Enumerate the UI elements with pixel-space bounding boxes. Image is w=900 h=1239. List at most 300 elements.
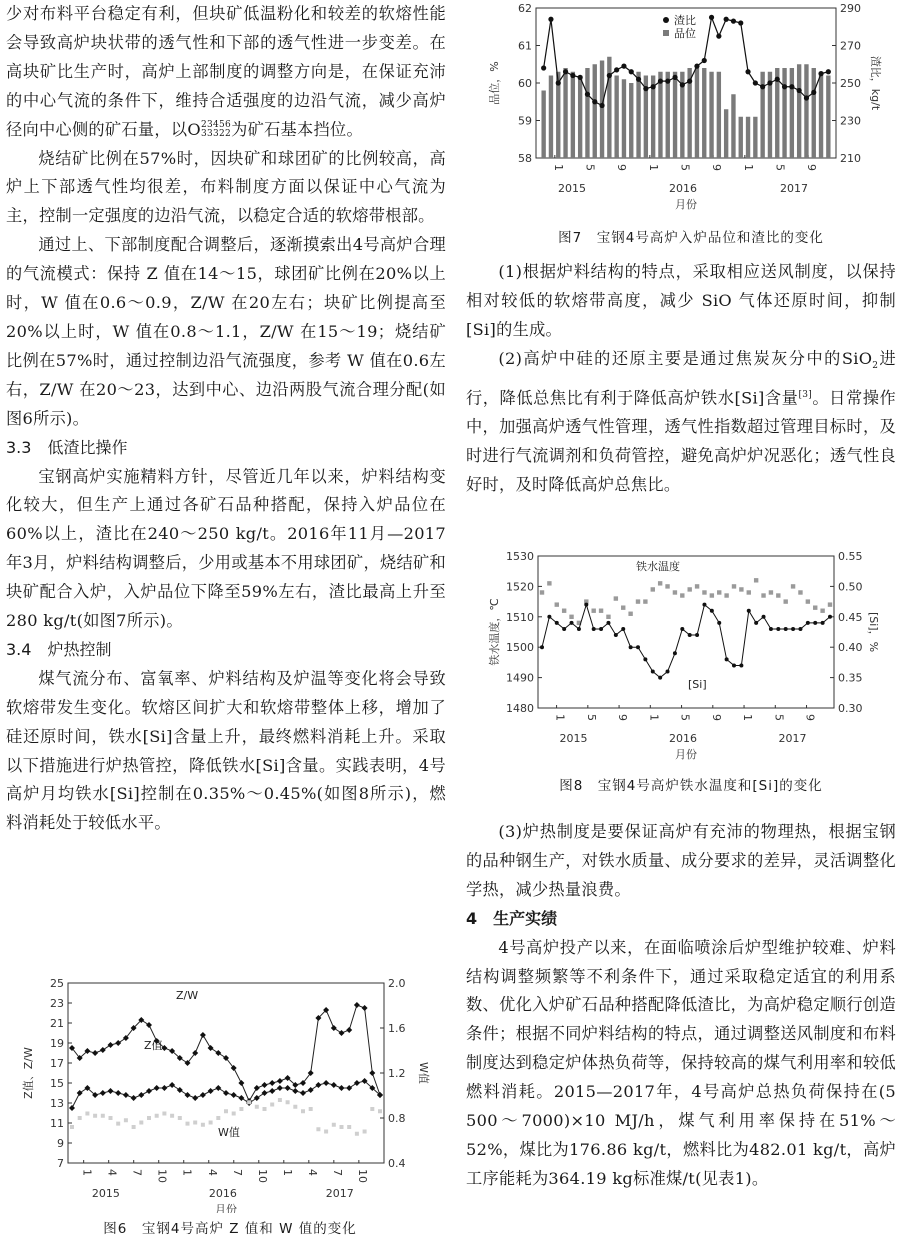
y2-tick-label: 290 (840, 2, 861, 15)
series-point-W值 (147, 1116, 151, 1120)
paragraph-8: (3)炉热制度是要保证高炉有充沛的物理热，根据宝钢的品种钢生产，对铁水质量、成分要求的差异，灵活调整化学热，减少热量浪费。 (466, 822, 896, 899)
series-point-W值 (309, 1107, 313, 1111)
series-point-Z值 (339, 1085, 345, 1091)
series-point-渣比 (818, 71, 823, 76)
series-point-铁水温度 (724, 593, 728, 597)
series-point-Z/W (262, 1082, 268, 1088)
series-point-Z值 (161, 1085, 167, 1091)
left-column (6, 0, 446, 838)
y2-tick-label: 0.55 (838, 550, 863, 563)
y2-tick-label: 2.0 (388, 977, 406, 990)
series-point-渣比 (760, 84, 765, 89)
series-point-渣比 (775, 77, 780, 82)
series-point-[Si] (555, 621, 559, 625)
series-point-渣比 (716, 34, 721, 39)
series-point-W值 (70, 1125, 74, 1129)
series-point-Z值 (192, 1095, 198, 1101)
series-point-[Si] (621, 627, 625, 631)
series-point-Z值 (77, 1090, 83, 1096)
series-point-渣比 (563, 69, 568, 74)
series-point-[Si] (732, 663, 736, 667)
x-tick-label: 5 (583, 164, 597, 171)
bar-品位 (578, 76, 582, 159)
series-point-铁水温度 (754, 578, 758, 582)
series-point-Z值 (238, 1095, 244, 1101)
y-tick-label: 9 (57, 1137, 64, 1150)
x-tick-label: 1 (646, 164, 660, 171)
series-point-铁水温度 (562, 609, 566, 613)
series-point-Z值 (354, 1080, 360, 1086)
series-point-W值 (340, 1125, 344, 1129)
y2-tick-label: 0.40 (838, 641, 863, 655)
series-point-铁水温度 (791, 584, 795, 588)
paragraph-5: 煤气流分布、富氧率、炉料结构及炉温等变化将会导致软熔带发生变化。软熔区间扩大和软熔带整体上移，增加了硅还原时间，铁水[Si]含量上升，最终燃料消耗上升。采取以下措施进行炉热管控，降低铁水[Si]含量。实践表明，4号高炉月均铁水[Si]控制在0.35%～0.45%(如图8所示)，燃料消耗处于较低水平。 (6, 668, 446, 833)
y-tick-label: 23 (50, 997, 64, 1010)
y2-axis-label: W值 (417, 1062, 430, 1084)
series-point-渣比 (658, 79, 663, 84)
y-tick-label: 1530 (506, 550, 534, 563)
series-point-[Si] (702, 603, 706, 607)
series-point-Z值 (262, 1090, 268, 1096)
series-point-铁水温度 (599, 609, 603, 613)
series-point-Z值 (169, 1082, 175, 1088)
series-point-Z/W (331, 1025, 337, 1031)
series-point-铁水温度 (813, 605, 817, 609)
year-label: 2015 (91, 1187, 120, 1200)
series-point-Z/W (115, 1040, 121, 1046)
y2-tick-label: 0.45 (838, 610, 863, 624)
section-heading-3-4: 3.4 炉热控制 (6, 639, 112, 659)
series-point-Z/W (146, 1022, 152, 1028)
y-tick-label: 25 (50, 977, 64, 990)
series-point-W值 (193, 1121, 197, 1125)
series-point-渣比 (672, 75, 677, 80)
series-point-Z/W (346, 1027, 352, 1033)
series-point-W值 (355, 1132, 359, 1136)
y2-tick-label: 270 (840, 39, 861, 53)
bar-品位 (563, 68, 567, 158)
series-point-[Si] (562, 627, 566, 631)
series-point-[Si] (717, 621, 721, 625)
legend-marker-渣比 (663, 17, 669, 23)
bar-品位 (724, 109, 728, 158)
series-point-Z值 (154, 1085, 160, 1091)
x-tick-label: 7 (130, 1169, 144, 1176)
paragraph-6: (1)根据炉料结构的特点，采取相应送风制度，以保持相对较低的软熔带高度，减少 SiO 气体还原时间，抑制[Si]的生成。 (466, 262, 896, 339)
x-tick-label: 1 (280, 1169, 294, 1176)
y2-tick-label: 0.30 (838, 702, 863, 715)
series-point-Z/W (200, 1032, 206, 1038)
series-point-W值 (363, 1130, 367, 1134)
series-point-[Si] (791, 627, 795, 631)
series-point-铁水温度 (828, 602, 832, 606)
series-point-Z/W (254, 1085, 260, 1091)
x-tick-label: 4 (105, 1169, 119, 1176)
bar-品位 (812, 68, 816, 158)
year-label: 2016 (669, 182, 697, 195)
year-label: 2015 (558, 182, 586, 195)
series-point-铁水温度 (651, 587, 655, 591)
series-point-[Si] (688, 633, 692, 637)
y-tick-label: 1490 (506, 671, 534, 685)
series-point-W值 (162, 1112, 166, 1116)
series-point-W值 (101, 1114, 105, 1118)
series-point-Z值 (277, 1085, 283, 1091)
series-line-[Si] (542, 605, 830, 678)
y-tick-label: 11 (50, 1117, 64, 1130)
series-point-Z值 (115, 1090, 121, 1096)
series-point-渣比 (745, 69, 750, 74)
bar-品位 (739, 117, 743, 158)
series-point-[Si] (806, 621, 810, 625)
series-point-[Si] (784, 627, 788, 631)
series-point-Z值 (100, 1090, 106, 1096)
y-tick-label: 61 (518, 39, 532, 53)
bar-品位 (636, 72, 640, 158)
series-point-W值 (378, 1109, 382, 1113)
series-point-铁水温度 (643, 599, 647, 603)
annotation-w: W值 (218, 1126, 240, 1139)
series-point-Z/W (92, 1050, 98, 1056)
x-axis-label: 月份 (675, 198, 697, 211)
bar-品位 (790, 68, 794, 158)
paragraph-9: 4号高炉投产以来，在面临喷涂后炉型维护较难、炉料结构调整频繁等不利条件下，通过采取稳定适宜的利用系数、优化入炉矿石品种搭配降低渣比，为高炉稳定顺行创造条件；根据不同炉料结构的特点，通过调整送风制度和布料制度达到稳定炉体热负荷等，保持较高的煤气利用率和较低燃料消耗。2015—2017年，4号高炉总热负荷保持在(5 500～7000)×10 MJ/h，煤气利用率保持在51%～52%，煤比为176.86 kg/t，燃料比为482.01 kg/t，高炉工序能耗为364.19 kg标准煤/t(见表1)。 (466, 937, 896, 1188)
y2-tick-label: 0.35 (838, 671, 863, 685)
series-point-渣比 (541, 65, 546, 70)
x-axis-label: 月份 (675, 748, 697, 761)
series-point-Z值 (331, 1082, 337, 1088)
series-point-渣比 (643, 86, 648, 91)
y-tick-label: 1510 (506, 610, 534, 624)
x-tick-label: 4 (305, 1169, 319, 1176)
y-tick-label: 1520 (506, 580, 534, 594)
paragraph-3: 通过上、下部制度配合调整后，逐渐摸索出4号高炉合理的气流模式：保持 Z 值在14～15，球团矿比例在20%以上时，W 值在0.6～0.9，Z/W 在20左右；块矿比例提高至20%以上时，W 值在0.8～1.1，Z/W 在15～19；烧结矿比例在57%时，通过控制边沿气流强度，参考 W 值在0.6左右，Z/W 在20～23，达到中心、边沿两股气流合理分配(如图6所示)。 (6, 235, 446, 428)
series-point-[Si] (629, 645, 633, 649)
series-point-渣比 (680, 82, 685, 87)
series-point-W值 (232, 1112, 236, 1116)
series-point-Z值 (323, 1080, 329, 1086)
bar-品位 (731, 94, 735, 158)
series-point-铁水温度 (673, 590, 677, 594)
fig6-caption: 图6 宝钢4号高炉 Z 值和 W 值的变化 (103, 1221, 357, 1237)
series-point-铁水温度 (628, 612, 632, 616)
series-point-Z/W (108, 1042, 114, 1048)
series-point-渣比 (636, 77, 641, 82)
bar-品位 (695, 68, 699, 158)
series-point-[Si] (643, 657, 647, 661)
series-point-渣比 (694, 64, 699, 69)
series-point-W值 (370, 1107, 374, 1111)
y-tick-label: 19 (50, 1037, 64, 1050)
series-point-[Si] (762, 615, 766, 619)
y2-tick-label: 210 (840, 152, 861, 165)
series-point-W值 (263, 1107, 267, 1111)
series-point-铁水温度 (710, 593, 714, 597)
series-point-W值 (270, 1103, 274, 1107)
y-tick-label: 1500 (506, 641, 534, 655)
series-point-W值 (216, 1116, 220, 1120)
series-point-渣比 (585, 92, 590, 97)
series-point-[Si] (547, 615, 551, 619)
series-point-W值 (347, 1125, 351, 1129)
series-point-渣比 (724, 17, 729, 22)
series-point-[Si] (739, 663, 743, 667)
series-point-渣比 (614, 67, 619, 72)
series-point-[Si] (769, 627, 773, 631)
x-tick-label: 5 (584, 714, 598, 721)
x-tick-label: 1 (647, 714, 661, 721)
figure-6 (20, 975, 440, 1235)
bar-品位 (702, 68, 706, 158)
paragraph-2: 烧结矿比例在57%时，因块矿和球团矿的比例较高，高炉上下部透气性均很差，布料制度方面以保证中心气流为主，控制一定强度的边沿气流，以稳定合适的软熔带根部。 (6, 148, 446, 226)
legend-label-渣比: 渣比 (674, 14, 696, 27)
series-point-W值 (332, 1123, 336, 1127)
series-point-[Si] (577, 627, 581, 631)
series-point-渣比 (621, 64, 626, 69)
series-point-铁水温度 (761, 593, 765, 597)
series-point-Z值 (231, 1092, 237, 1098)
series-point-W值 (209, 1121, 213, 1125)
bar-品位 (717, 72, 721, 158)
figure-8 (486, 548, 896, 798)
bar-品位 (819, 72, 823, 158)
series-point-Z/W (269, 1080, 275, 1086)
series-point-Z值 (269, 1088, 275, 1094)
bar-品位 (600, 61, 604, 159)
paragraph-4: 宝钢高炉实施精料方针，尽管近几年以来，炉料结构变化较大，但生产上通过各矿石品种搭配，保持入炉品位在60%以上，渣比在240～250 kg/t。2016年11月—2017年3月，炉料结构调整后，少用或基本不用球团矿，烧结矿和块矿配合入炉，入炉品位下降至59%左右，渣比最高上升至280 kg/t(如图7所示)。 (6, 466, 446, 631)
series-point-Z/W (354, 1002, 360, 1008)
series-point-Z值 (131, 1095, 137, 1101)
series-point-铁水温度 (806, 599, 810, 603)
series-point-渣比 (578, 75, 583, 80)
x-tick-label: 1 (80, 1169, 94, 1176)
series-point-Z值 (308, 1087, 314, 1093)
y-tick-label: 17 (50, 1057, 64, 1070)
series-point-[Si] (798, 627, 802, 631)
series-point-铁水温度 (732, 584, 736, 588)
bar-品位 (541, 91, 545, 159)
bar-品位 (746, 117, 750, 158)
series-point-[Si] (666, 670, 670, 674)
year-label: 2017 (778, 732, 807, 745)
series-point-W值 (85, 1112, 89, 1116)
paragraph-1: 少对布料平台稳定有利，但块矿低温粉化和较差的软熔性能会导致高炉块状带的透气性和下部的透气性进一步变差。在高块矿比生产时，高炉上部制度的调整方向是，在保证充沛的中心气流的条件下，维持合适强度的边沿气流，减少高炉径向中心侧的矿石量，以O 23456 33322 为矿石基本挡位。 (6, 4, 446, 140)
bar-品位 (629, 83, 633, 158)
series-point-Z值 (292, 1088, 298, 1094)
x-tick-label: 9 (615, 164, 629, 171)
series-point-W值 (116, 1122, 120, 1126)
series-point-[Si] (754, 621, 758, 625)
bar-品位 (826, 76, 830, 159)
year-label: 2016 (669, 732, 698, 745)
series-point-渣比 (826, 69, 831, 74)
x-tick-label: 1 (553, 714, 567, 721)
bar-品位 (709, 72, 713, 158)
series-point-Z/W (208, 1045, 214, 1051)
series-point-铁水温度 (717, 590, 721, 594)
series-point-铁水温度 (687, 587, 691, 591)
year-label: 2017 (325, 1187, 354, 1200)
series-point-铁水温度 (665, 584, 669, 588)
series-point-Z/W (339, 1030, 345, 1036)
y-axis-label: 铁水温度，℃ (488, 598, 501, 666)
series-point-W值 (286, 1100, 290, 1104)
series-point-Z值 (223, 1090, 229, 1096)
series-point-Z值 (146, 1088, 152, 1094)
series-point-W值 (178, 1116, 182, 1120)
series-point-Z值 (123, 1092, 129, 1098)
series-point-[Si] (584, 603, 588, 607)
year-label: 2016 (208, 1187, 237, 1200)
x-tick-label: 7 (330, 1169, 344, 1176)
series-point-[Si] (673, 651, 677, 655)
bar-品位 (666, 72, 670, 158)
fig7-caption: 图7 宝钢4号高炉入炉品位和渣比的变化 (558, 230, 824, 246)
legend-marker-品位 (663, 30, 669, 36)
y-tick-label: 15 (50, 1077, 64, 1090)
x-tick-label: 1 (180, 1169, 194, 1176)
series-point-W值 (109, 1116, 113, 1120)
fig6-chart (20, 975, 440, 1213)
series-point-铁水温度 (621, 605, 625, 609)
series-point-铁水温度 (555, 602, 559, 606)
series-point-Z值 (215, 1085, 221, 1091)
y-tick-label: 7 (57, 1157, 64, 1170)
series-point-铁水温度 (680, 593, 684, 597)
series-point-Z值 (69, 1105, 75, 1111)
bar-品位 (549, 76, 553, 159)
bar-品位 (593, 64, 597, 158)
y2-axis-label: [Si]，% (867, 611, 880, 653)
annotation-z: Z值 (144, 1039, 163, 1052)
series-point-渣比 (797, 88, 802, 93)
bar-品位 (614, 76, 618, 159)
series-point-铁水温度 (606, 615, 610, 619)
bar-品位 (753, 117, 757, 158)
bar-品位 (782, 68, 786, 158)
series-point-铁水温度 (739, 587, 743, 591)
x-axis-label: 月份 (215, 1203, 237, 1213)
series-point-渣比 (548, 17, 553, 22)
series-point-铁水温度 (658, 581, 662, 585)
series-point-Z/W (277, 1078, 283, 1084)
year-label: 2015 (559, 732, 588, 745)
series-point-W值 (324, 1130, 328, 1134)
y-tick-label: 1480 (506, 702, 534, 715)
x-tick-label: 10 (255, 1169, 269, 1183)
series-point-[Si] (599, 627, 603, 631)
series-point-Z值 (138, 1092, 144, 1098)
series-point-Z值 (285, 1085, 291, 1091)
series-point-W值 (78, 1116, 82, 1120)
series-point-W值 (224, 1109, 228, 1113)
series-point-[Si] (636, 645, 640, 649)
series-point-渣比 (570, 73, 575, 78)
series-point-渣比 (592, 99, 597, 104)
series-point-[Si] (828, 615, 832, 619)
y-tick-label: 58 (518, 152, 532, 165)
x-tick-label: 5 (678, 714, 692, 721)
y2-axis-label: 渣比，kg/t (869, 55, 882, 111)
series-point-W值 (201, 1123, 205, 1127)
series-point-[Si] (776, 627, 780, 631)
x-tick-label: 7 (230, 1169, 244, 1176)
series-point-渣比 (709, 15, 714, 20)
series-point-渣比 (599, 103, 604, 108)
series-point-Z/W (100, 1047, 106, 1053)
section-heading-3-3: 3.3 低渣比操作 (6, 437, 128, 457)
series-point-渣比 (731, 19, 736, 24)
x-tick-label: 4 (205, 1169, 219, 1176)
y-tick-label: 21 (50, 1017, 64, 1030)
series-point-W值 (139, 1121, 143, 1125)
series-point-渣比 (651, 84, 656, 89)
series-point-铁水温度 (540, 590, 544, 594)
series-point-[Si] (747, 609, 751, 613)
series-point-[Si] (821, 621, 825, 625)
y2-tick-label: 0.50 (838, 580, 863, 594)
series-point-渣比 (782, 84, 787, 89)
series-point-Z/W (362, 1005, 368, 1011)
bar-品位 (607, 57, 611, 158)
x-tick-label: 5 (772, 714, 786, 721)
series-point-[Si] (680, 627, 684, 631)
series-point-铁水温度 (820, 609, 824, 613)
year-label: 2017 (780, 182, 808, 195)
series-point-铁水温度 (547, 581, 551, 585)
series-point-W值 (301, 1109, 305, 1113)
annotation-zw: Z/W (176, 989, 199, 1002)
x-tick-label: 1 (741, 164, 755, 171)
fig8-chart (486, 548, 896, 770)
series-point-W值 (278, 1098, 282, 1102)
x-tick-label: 5 (678, 164, 692, 171)
bar-品位 (585, 68, 589, 158)
series-point-Z值 (254, 1095, 260, 1101)
series-point-Z值 (315, 1082, 321, 1088)
series-point-W值 (247, 1100, 251, 1104)
x-tick-label: 9 (710, 164, 724, 171)
series-point-渣比 (811, 90, 816, 95)
series-point-铁水温度 (798, 590, 802, 594)
y2-tick-label: 1.6 (388, 1022, 406, 1035)
series-point-[Si] (658, 676, 662, 680)
y2-tick-label: 250 (840, 77, 861, 90)
y-axis-label: Z值、Z/W (22, 1047, 35, 1099)
series-point-W值 (239, 1107, 243, 1111)
series-point-Z值 (108, 1088, 114, 1094)
series-point-W值 (186, 1122, 190, 1126)
bar-品位 (622, 79, 626, 158)
series-point-[Si] (725, 657, 729, 661)
series-point-[Si] (710, 609, 714, 613)
series-point-铁水温度 (591, 609, 595, 613)
series-point-[Si] (570, 621, 574, 625)
annotation-temp: 铁水温度 (636, 560, 680, 573)
series-point-铁水温度 (747, 590, 751, 594)
bar-品位 (673, 72, 677, 158)
series-point-[Si] (651, 670, 655, 674)
right-column-upper (466, 258, 896, 500)
series-point-渣比 (702, 58, 707, 63)
series-point-渣比 (789, 84, 794, 89)
series-point-W值 (93, 1114, 97, 1118)
paragraph-7: (2)高炉中硅的还原主要是通过焦炭灰分中的SiO$_2$进行，降低总焦比有利于降低高炉铁水[Si]含量[3]。日常操作中，加强高炉透气性管理，透气性指数超过管理目标时，及时进行气流调剂和负荷管控，避免高炉炉况恶化；透气性良好时，及时降低高炉总焦比。 (466, 348, 896, 494)
series-point-W值 (316, 1127, 320, 1131)
y2-tick-label: 1.2 (388, 1067, 406, 1080)
x-tick-label: 1 (551, 164, 565, 171)
fig7-chart (486, 0, 896, 222)
